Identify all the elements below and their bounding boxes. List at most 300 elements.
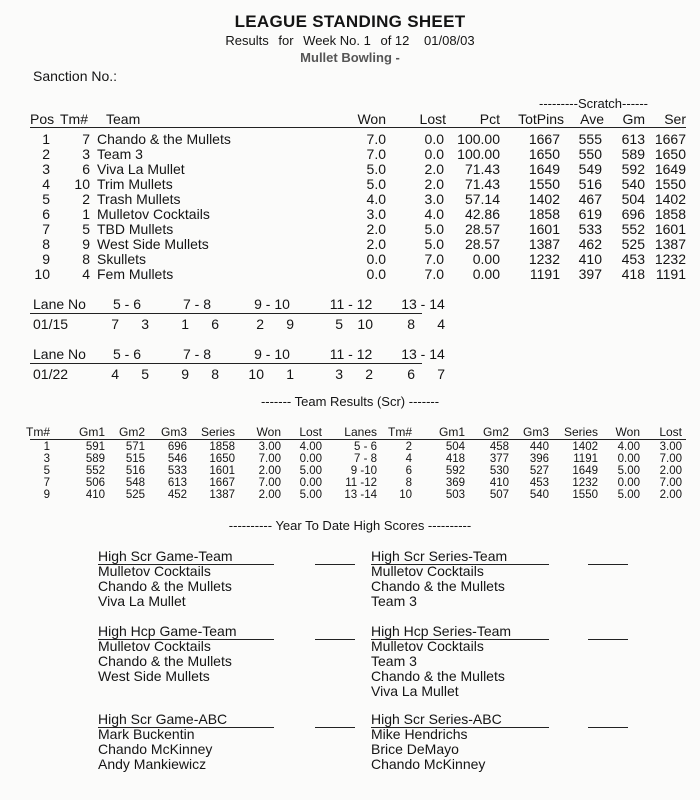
lane-team: 5 [335, 316, 343, 332]
team-results-cell: 5 [43, 465, 50, 477]
ytd-name: Team 3 [371, 653, 417, 669]
standings-cell: 7.0 [424, 266, 444, 282]
team-results-cell: 3.00 [659, 441, 682, 453]
team-results-cell: 533 [167, 465, 187, 477]
standings-cell: 0.0 [366, 266, 386, 282]
ytd-name: Chando & the Mullets [98, 578, 232, 594]
standings-cell: 10 [74, 176, 90, 192]
lane-team: 3 [335, 366, 343, 382]
column-header: Lanes [344, 425, 377, 439]
standings-row [0, 251, 700, 266]
lane-team: 6 [211, 316, 219, 332]
team-results-cell: 1387 [209, 489, 235, 501]
team-results-cell: 1667 [209, 477, 235, 489]
for-label: for [278, 33, 294, 48]
lane-pair-label: 5 - 6 [112, 346, 141, 362]
lane-team: 8 [211, 366, 219, 382]
column-header: Won [615, 425, 640, 439]
team-results-cell: 2.00 [659, 489, 682, 501]
team-results-cell: 0.00 [617, 477, 640, 489]
standings-cell: 525 [621, 236, 645, 252]
standings-cell: 1232 [654, 251, 686, 267]
standings-cell: 3 [42, 161, 50, 177]
team-results-cell: 7 [43, 477, 50, 489]
standings-cell: 7 [42, 221, 50, 237]
ytd-name: Viva La Mullet [371, 683, 459, 699]
team-results-cell: 9 -10 [350, 465, 377, 477]
scratch-header: ---------Scratch------ [539, 96, 649, 111]
team-results-cell: 410 [489, 477, 509, 489]
standings-cell: 2.0 [424, 176, 444, 192]
team-results-cell: 4 [405, 453, 412, 465]
standings-cell: 418 [621, 266, 645, 282]
ytd-score-underline [588, 564, 628, 565]
column-header: Gm1 [78, 425, 105, 439]
team-results-cell: 418 [445, 453, 465, 465]
team-results-cell: 4.00 [299, 441, 322, 453]
standings-cell: 10 [34, 266, 50, 282]
team-results-cell: 8 [405, 477, 412, 489]
standings-cell: 1387 [528, 236, 560, 252]
standings-cell: 0.0 [424, 146, 444, 162]
column-header: Series [200, 425, 235, 439]
lane-team: 1 [286, 366, 294, 382]
standings-row [0, 221, 700, 236]
standings-row [0, 146, 700, 161]
standings-cell: 1387 [654, 236, 686, 252]
standings-cell: 1650 [654, 146, 686, 162]
team-results-cell: 1601 [209, 465, 235, 477]
lane-team: 5 [141, 366, 149, 382]
team-results-cell: 592 [445, 465, 465, 477]
team-results-cell: 9 [43, 489, 50, 501]
ytd-name: Chando & the Mullets [98, 653, 232, 669]
standings-cell: 5.0 [366, 161, 386, 177]
column-header: Tm# [26, 425, 50, 439]
column-header: Ser [664, 111, 686, 127]
team-results-rule [30, 439, 686, 440]
standings-cell: 1402 [654, 191, 686, 207]
lane-team: 9 [286, 316, 294, 332]
ytd-name: Mulletov Cocktails [98, 638, 211, 654]
column-header: Series [563, 425, 598, 439]
ytd-name: Chando & the Mullets [371, 668, 505, 684]
standings-cell: 549 [578, 161, 602, 177]
ytd-name: Mulletov Cocktails [371, 638, 484, 654]
column-header: Tm# [388, 425, 412, 439]
team-results-cell: 506 [85, 477, 105, 489]
standings-row [0, 131, 700, 146]
team-results-row [0, 441, 700, 453]
standings-cell: 8 [82, 251, 90, 267]
standings-cell: 71.43 [464, 176, 500, 192]
team-results-cell: 11 -12 [345, 477, 377, 489]
standings-cell: 504 [621, 191, 645, 207]
standings-cell: 533 [578, 221, 602, 237]
standings-cell: 613 [621, 131, 645, 147]
standings-cell: 550 [578, 146, 602, 162]
ytd-name: Mike Hendrichs [371, 726, 468, 742]
standings-cell: Trim Mullets [97, 176, 173, 192]
team-results-cell: 2 [405, 441, 412, 453]
lane-team: 8 [407, 316, 415, 332]
team-results-title: ------- Team Results (Scr) ------- [260, 394, 440, 409]
standings-cell: 516 [578, 176, 602, 192]
standings-cell: 410 [578, 251, 602, 267]
team-results-cell: 613 [167, 477, 187, 489]
lane-date-row [0, 366, 700, 382]
standings-cell: 7.0 [424, 251, 444, 267]
team-results-cell: 7.00 [659, 477, 682, 489]
standings-cell: 592 [621, 161, 645, 177]
column-header: Won [357, 111, 386, 127]
lane-team: 4 [111, 366, 119, 382]
standings-cell: Skullets [97, 251, 147, 267]
team-results-cell: 5.00 [299, 489, 322, 501]
lane-team: 6 [407, 366, 415, 382]
lane-header-row [0, 296, 700, 312]
standings-cell: 462 [578, 236, 602, 252]
standings-row [0, 236, 700, 251]
lane-pair-label: 7 - 8 [182, 296, 211, 312]
standings-cell: 552 [621, 221, 645, 237]
lane-date-row [0, 316, 700, 332]
team-results-row [0, 489, 700, 501]
standings-cell: 8 [42, 236, 50, 252]
standings-cell: 1550 [654, 176, 686, 192]
team-results-cell: 1649 [572, 465, 598, 477]
team-results-cell: 1402 [572, 441, 598, 453]
team-results-cell: 0.00 [299, 477, 322, 489]
team-results-cell: 1 [43, 441, 50, 453]
team-results-cell: 503 [445, 489, 465, 501]
column-header: Team [106, 111, 141, 127]
ytd-name: Mulletov Cocktails [371, 563, 484, 579]
column-header: Gm3 [160, 425, 187, 439]
standings-cell: 100.00 [457, 146, 500, 162]
team-results-cell: 2.00 [258, 465, 281, 477]
standings-cell: 1402 [528, 191, 560, 207]
ytd-score-underline [588, 639, 628, 640]
standings-cell: 2.0 [366, 236, 386, 252]
standings-cell: 0.00 [472, 266, 500, 282]
team-results-cell: 527 [529, 465, 549, 477]
standings-cell: 5.0 [424, 221, 444, 237]
column-header: Gm3 [522, 425, 549, 439]
ytd-name: Chando & the Mullets [371, 578, 505, 594]
lane-pair-label: 9 - 10 [254, 296, 290, 312]
team-results-cell: 3.00 [258, 441, 281, 453]
lane-team: 9 [181, 366, 189, 382]
team-results-cell: 4.00 [617, 441, 640, 453]
results-label: Results [225, 33, 269, 48]
team-results-cell: 13 -14 [344, 489, 377, 501]
standings-cell: 28.57 [464, 221, 500, 237]
standings-cell: 71.43 [464, 161, 500, 177]
standings-cell: Fem Mullets [97, 266, 174, 282]
standings-cell: Mulletov Cocktails [97, 206, 210, 222]
lane-team: 2 [365, 366, 373, 382]
team-results-cell: 546 [167, 453, 187, 465]
ytd-score-underline [588, 727, 628, 728]
standings-cell: 1191 [655, 266, 686, 282]
ytd-score-underline [315, 639, 355, 640]
standings-cell: 0.00 [472, 251, 500, 267]
team-results-cell: 571 [125, 441, 145, 453]
team-results-header [0, 425, 700, 437]
standings-cell: 3.0 [424, 191, 444, 207]
standings-cell: 1 [82, 206, 90, 222]
ytd-name: Team 3 [371, 593, 417, 609]
standings-cell: 6 [42, 206, 50, 222]
team-results-cell: 7 - 8 [353, 453, 377, 465]
ytd-name: Andy Mankiewicz [98, 756, 207, 772]
lane-team: 7 [111, 316, 119, 332]
team-results-cell: 5.00 [617, 465, 640, 477]
standings-row [0, 191, 700, 206]
team-results-cell: 5.00 [299, 465, 322, 477]
team-results-cell: 1650 [209, 453, 235, 465]
column-header: Lost [299, 425, 322, 439]
lane-team: 3 [141, 316, 149, 332]
standings-cell: 1649 [654, 161, 686, 177]
standings-row [0, 161, 700, 176]
standings-cell: Team 3 [97, 146, 143, 162]
standings-cell: 696 [621, 206, 645, 222]
column-header: Pct [479, 111, 500, 127]
standings-cell: 2 [42, 146, 50, 162]
ytd-name: West Side Mullets [98, 668, 210, 684]
standings-cell: 3 [82, 146, 90, 162]
team-results-cell: 0.00 [617, 453, 640, 465]
of-label: of 12 [380, 33, 410, 48]
ytd-heading: High Scr Series-Team [371, 548, 508, 564]
standings-cell: 7.0 [366, 146, 386, 162]
standings-cell: 555 [578, 131, 602, 147]
standings-cell: 7 [82, 131, 90, 147]
standings-cell: 57.14 [464, 191, 500, 207]
standings-cell: 5 [82, 221, 90, 237]
lane-pair-label: 11 - 12 [329, 296, 373, 312]
standings-cell: Trash Mullets [97, 191, 181, 207]
standings-cell: 1650 [528, 146, 560, 162]
ytd-name: Chando McKinney [371, 756, 486, 772]
lane-team: 4 [437, 316, 445, 332]
standings-cell: 4.0 [366, 191, 386, 207]
standings-cell: 1232 [528, 251, 560, 267]
team-results-cell: 589 [85, 453, 105, 465]
standings-cell: 9 [82, 236, 90, 252]
lane-pair-label: 11 - 12 [329, 346, 373, 362]
ytd-title: ---------- Year To Date High Scores ---------- [228, 518, 472, 533]
standings-cell: Viva La Mullet [97, 161, 185, 177]
team-results-cell: 2.00 [659, 465, 682, 477]
team-results-cell: 525 [125, 489, 145, 501]
standings-cell: 5.0 [424, 236, 444, 252]
standings-cell: 2 [82, 191, 90, 207]
team-results-cell: 7.00 [659, 453, 682, 465]
ytd-name: Mulletov Cocktails [98, 563, 211, 579]
header-rule [30, 127, 686, 128]
lane-pair-label: 13 - 14 [401, 346, 445, 362]
team-results-cell: 591 [85, 441, 105, 453]
team-results-cell: 3 [43, 453, 50, 465]
team-results-cell: 1232 [572, 477, 598, 489]
column-header: Tm# [60, 111, 88, 127]
standings-cell: West Side Mullets [97, 236, 209, 252]
lane-date: 01/15 [33, 316, 69, 332]
standings-row [0, 176, 700, 191]
date-label: 01/08/03 [424, 33, 475, 48]
team-results-cell: 540 [529, 489, 549, 501]
standings-cell: TBD Mullets [97, 221, 174, 237]
lane-rule [30, 363, 422, 364]
ytd-name: Mark Buckentin [98, 726, 195, 742]
lane-label: Lane No [33, 346, 86, 362]
standings-cell: 589 [621, 146, 645, 162]
standings-cell: 1649 [528, 161, 560, 177]
standings-cell: 467 [578, 191, 602, 207]
column-header: Gm1 [438, 425, 465, 439]
sanction-label: Sanction No.: [33, 68, 118, 84]
team-results-cell: 530 [489, 465, 509, 477]
standings-cell: 4.0 [424, 206, 444, 222]
standings-header-row [0, 111, 700, 126]
team-results-cell: 548 [125, 477, 145, 489]
standings-cell: 9 [42, 251, 50, 267]
column-header: Gm2 [482, 425, 509, 439]
column-header: Gm2 [118, 425, 145, 439]
team-results-cell: 515 [125, 453, 145, 465]
standings-row [0, 266, 700, 281]
team-results-cell: 507 [489, 489, 509, 501]
column-header: Gm [622, 111, 645, 127]
standings-cell: 540 [621, 176, 645, 192]
standings-cell: 1858 [654, 206, 686, 222]
ytd-name: Brice DeMayo [371, 741, 459, 757]
standings-cell: 1191 [529, 266, 560, 282]
team-results-cell: 552 [85, 465, 105, 477]
lane-team: 10 [357, 316, 373, 332]
team-results-row [0, 465, 700, 477]
standings-cell: 397 [578, 266, 602, 282]
team-results-cell: 1550 [572, 489, 598, 501]
standings-cell: 7.0 [366, 131, 386, 147]
team-results-cell: 516 [125, 465, 145, 477]
standings-cell: 453 [621, 251, 645, 267]
ytd-score-underline [315, 727, 355, 728]
page-title: LEAGUE STANDING SHEET [234, 12, 466, 31]
ytd-heading: High Scr Series-ABC [371, 711, 502, 727]
lane-rule [30, 313, 422, 314]
team-results-cell: 696 [167, 441, 187, 453]
standings-row [0, 206, 700, 221]
standings-cell: 1667 [528, 131, 560, 147]
standings-cell: 5.0 [366, 176, 386, 192]
standings-cell: Chando & the Mullets [97, 131, 231, 147]
standings-cell: 4 [42, 176, 50, 192]
team-results-cell: 7.00 [258, 453, 281, 465]
team-results-cell: 1858 [209, 441, 235, 453]
team-results-cell: 6 [405, 465, 412, 477]
standings-cell: 2.0 [424, 161, 444, 177]
standings-cell: 0.0 [424, 131, 444, 147]
standings-cell: 4 [82, 266, 90, 282]
standings-cell: 1601 [654, 221, 686, 237]
standings-cell: 2.0 [366, 221, 386, 237]
ytd-score-underline [315, 564, 355, 565]
league-name: Mullet Bowling - [300, 50, 400, 65]
lane-team: 1 [181, 316, 189, 332]
team-results-cell: 452 [167, 489, 187, 501]
ytd-heading: High Hcp Series-Team [371, 623, 512, 639]
standings-cell: 1601 [528, 221, 560, 237]
team-results-cell: 410 [85, 489, 105, 501]
week-label: Week No. 1 [303, 33, 371, 48]
lane-pair-label: 9 - 10 [254, 346, 290, 362]
lane-team: 7 [437, 366, 445, 382]
standings-cell: 1858 [528, 206, 560, 222]
team-results-row [0, 453, 700, 465]
team-results-row [0, 477, 700, 489]
team-results-cell: 7.00 [258, 477, 281, 489]
team-results-cell: 504 [445, 441, 465, 453]
team-results-cell: 5.00 [617, 489, 640, 501]
lane-pair-label: 7 - 8 [182, 346, 211, 362]
lane-header-row [0, 346, 700, 362]
team-results-cell: 369 [445, 477, 465, 489]
ytd-heading: High Hcp Game-Team [98, 623, 237, 639]
standings-cell: 1 [42, 131, 50, 147]
team-results-cell: 396 [529, 453, 549, 465]
standings-cell: 0.0 [366, 251, 386, 267]
lane-team: 10 [248, 366, 264, 382]
results-line [0, 33, 700, 48]
lane-pair-label: 13 - 14 [401, 296, 445, 312]
standings-cell: 619 [578, 206, 602, 222]
team-results-cell: 2.00 [258, 489, 281, 501]
column-header: Ave [580, 111, 604, 127]
standings-cell: 1667 [654, 131, 686, 147]
standings-cell: 5 [42, 191, 50, 207]
team-results-cell: 5 - 6 [353, 441, 377, 453]
standings-cell: 28.57 [464, 236, 500, 252]
team-results-cell: 440 [529, 441, 549, 453]
column-header: Lost [419, 111, 446, 127]
lane-team: 2 [256, 316, 264, 332]
standings-cell: 3.0 [366, 206, 386, 222]
team-results-cell: 458 [489, 441, 509, 453]
lane-pair-label: 5 - 6 [112, 296, 141, 312]
ytd-heading: High Scr Game-ABC [98, 711, 228, 727]
team-results-cell: 377 [489, 453, 509, 465]
ytd-name: Viva La Mullet [98, 593, 186, 609]
column-header: TotPins [518, 111, 564, 127]
column-header: Pos [30, 111, 55, 127]
column-header: Won [256, 425, 281, 439]
standings-cell: 100.00 [457, 131, 500, 147]
team-results-cell: 453 [529, 477, 549, 489]
standings-cell: 42.86 [464, 206, 500, 222]
team-results-cell: 1191 [573, 453, 598, 465]
lane-date: 01/22 [33, 366, 69, 382]
team-results-cell: 10 [399, 489, 412, 501]
ytd-heading: High Scr Game-Team [98, 548, 233, 564]
lane-label: Lane No [33, 296, 86, 312]
column-header: Lost [659, 425, 682, 439]
standings-cell: 1550 [528, 176, 560, 192]
team-results-cell: 0.00 [299, 453, 322, 465]
